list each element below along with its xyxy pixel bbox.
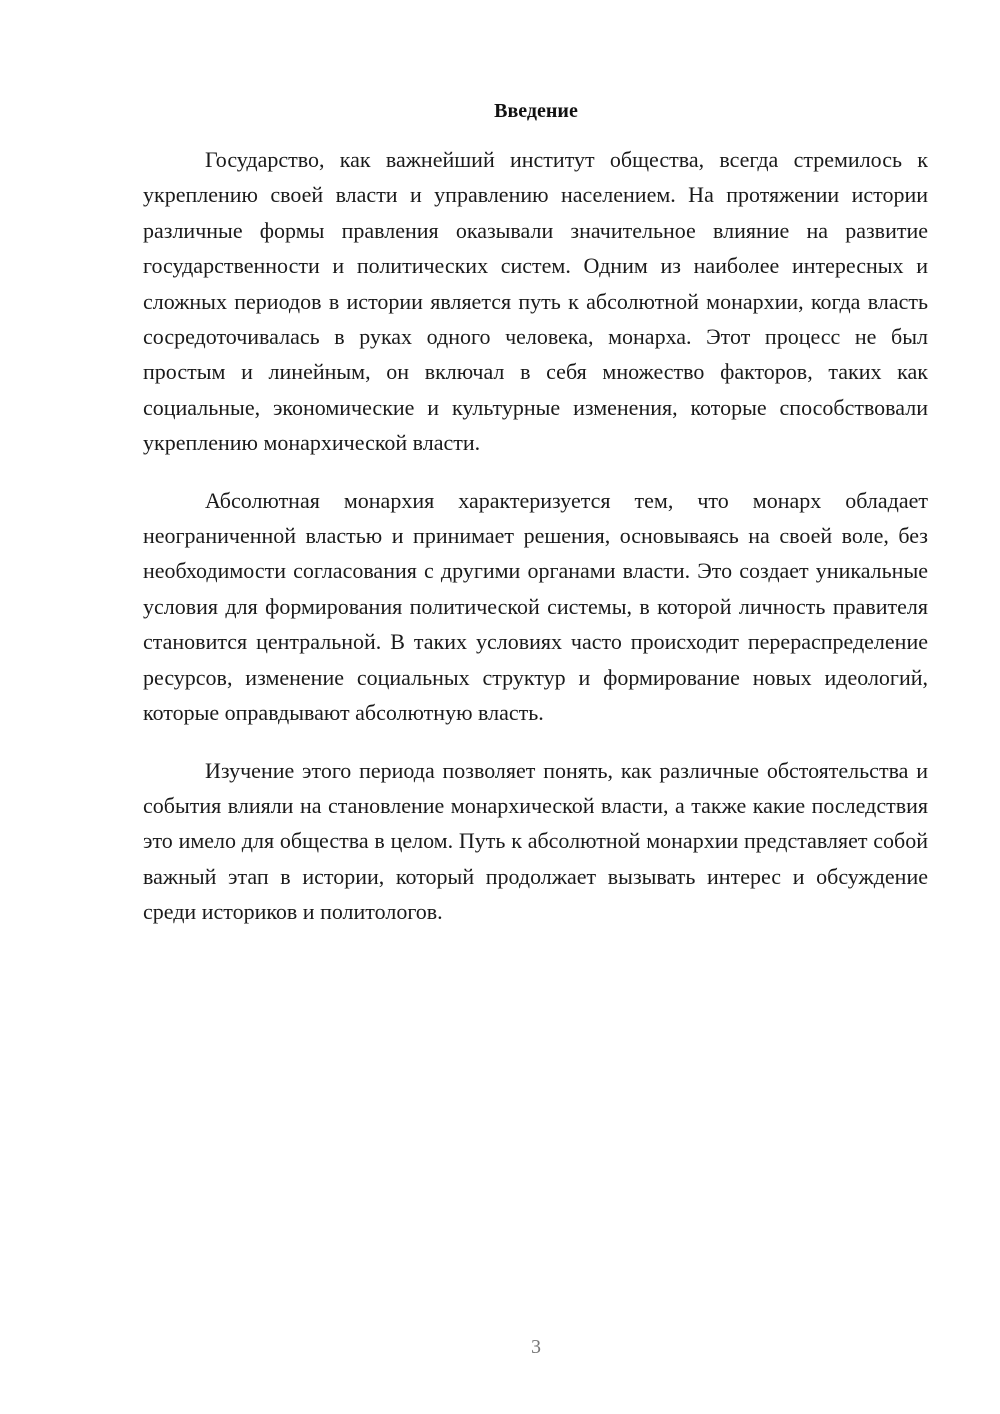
paragraph-2: Абсолютная монархия характеризуется тем, что монарх обладает неограниченной властью и принимает решения, основываясь на своей воле, без необходимости согласования с другими органами власти. Это создает уникальные условия для формирования политической системы, в которой личность правителя становится центральной. В таких условиях часто происходит перераспределение ресурсов, изменение социальных структур и формирование новых идеологий, которые оправдывают абсолютную власть. [143,487,928,726]
body-text [143,142,928,952]
page-number: 3 [531,1336,541,1358]
page-title: Введение [494,100,578,122]
paragraph-3: Изучение этого периода позволяет понять, как различные обстоятельства и события влияли на становление монархической власти, а также какие последствия это имело для общества в целом. Путь к абсолютной монархии представляет собой важный этап в истории, который продолжает вызывать интерес и обсуждение среди историков и политологов. [143,757,928,925]
paragraph-1: Государство, как важнейший институт общества, всегда стремилось к укреплению своей власти и управлению населением. На протяжении истории различные формы правления оказывали значительное влияние на развитие государственности и политических систем. Одним из наиболее интересных и сложных периодов в истории является путь к абсолютной монархии, когда власть сосредоточивалась в руках одного человека, монарха. Этот процесс не был простым и линейным, он включал в себя множество факторов, таких как социальные, экономические и культурные изменения, которые способствовали укреплению монархической власти. [143,147,928,456]
